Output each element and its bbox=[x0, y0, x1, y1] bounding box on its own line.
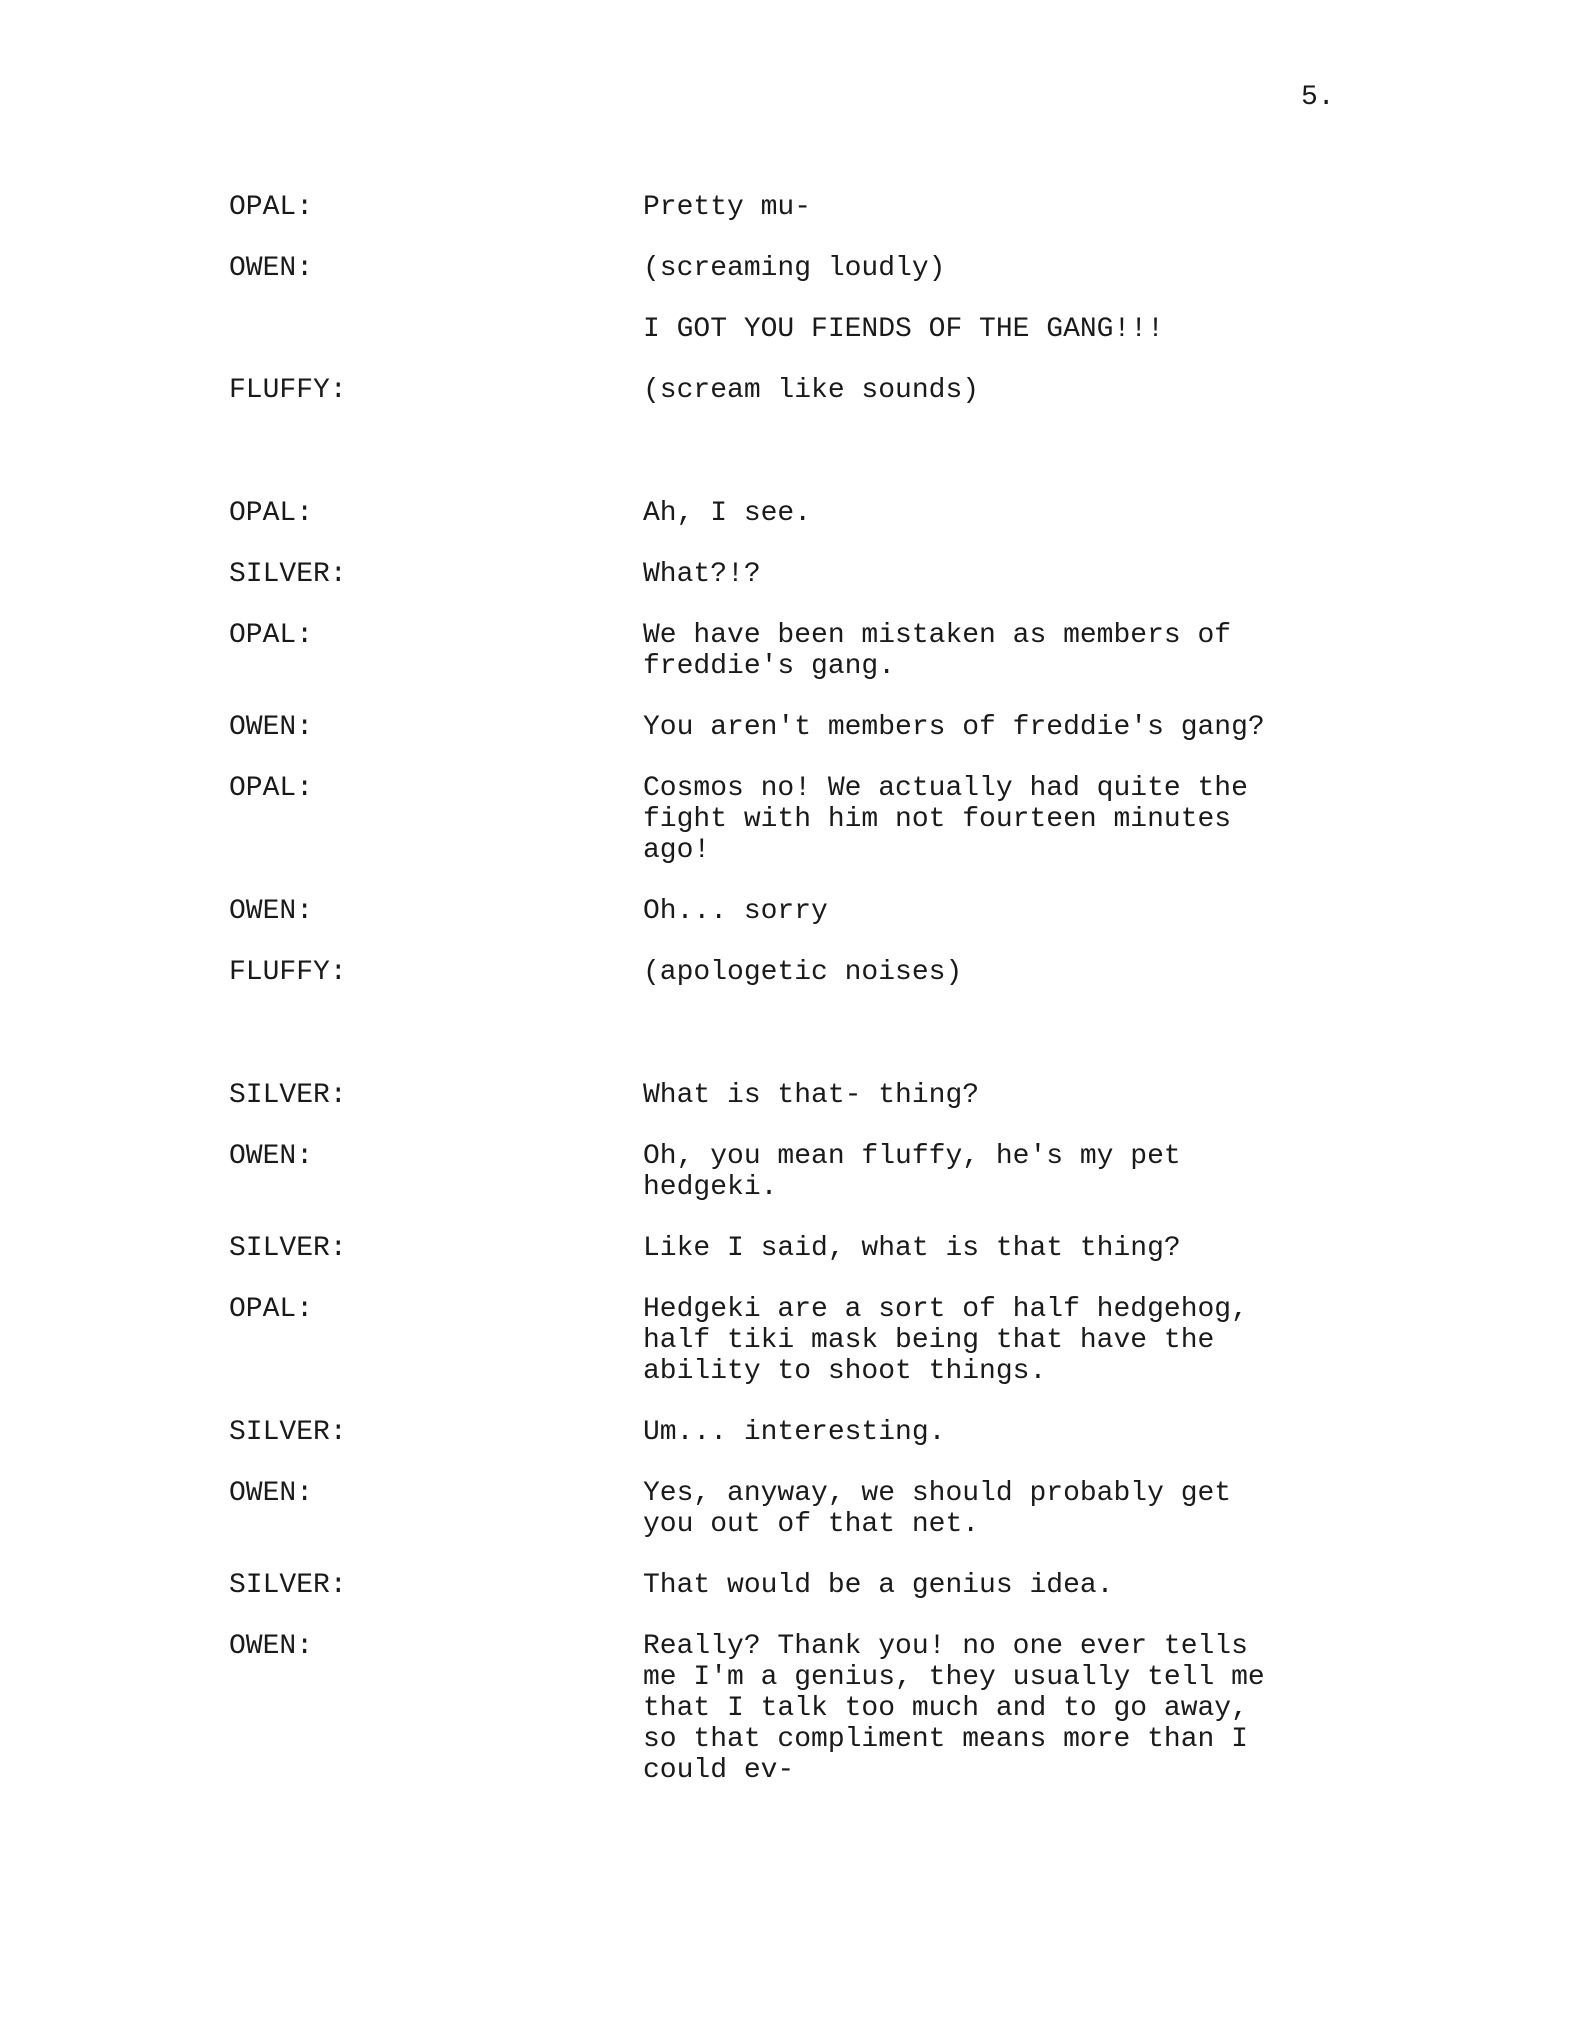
speaker-name: OWEN: bbox=[229, 1631, 314, 1662]
dialogue-text: (screaming loudly) bbox=[643, 253, 946, 284]
speaker-name: FLUFFY: bbox=[229, 957, 347, 988]
dialogue-text: I GOT YOU FIENDS OF THE GANG!!! bbox=[643, 314, 1164, 345]
dialogue-text: Like I said, what is that thing? bbox=[643, 1233, 1181, 1264]
dialogue-text: What is that- thing? bbox=[643, 1080, 980, 1111]
dialogue-text: Oh... sorry bbox=[643, 896, 828, 927]
speaker-name: SILVER: bbox=[229, 559, 347, 590]
dialogue-text: (apologetic noises) bbox=[643, 957, 963, 988]
dialogue-text: (scream like sounds) bbox=[643, 375, 980, 406]
dialogue-text: What?!? bbox=[643, 559, 761, 590]
speaker-name: OWEN: bbox=[229, 253, 314, 284]
dialogue-text: That would be a genius idea. bbox=[643, 1570, 1114, 1601]
speaker-name: OWEN: bbox=[229, 896, 314, 927]
speaker-name: OPAL: bbox=[229, 192, 314, 223]
dialogue-text: Ah, I see. bbox=[643, 498, 812, 529]
speaker-name: OPAL: bbox=[229, 498, 314, 529]
page-number: 5. bbox=[1301, 82, 1335, 113]
dialogue-text: Yes, anyway, we should probably get you out of that net. bbox=[643, 1478, 1232, 1540]
speaker-name: SILVER: bbox=[229, 1080, 347, 1111]
speaker-name: SILVER: bbox=[229, 1570, 347, 1601]
dialogue-text: Um... interesting. bbox=[643, 1417, 946, 1448]
speaker-name: OWEN: bbox=[229, 712, 314, 743]
speaker-name: SILVER: bbox=[229, 1417, 347, 1448]
speaker-name: OPAL: bbox=[229, 620, 314, 651]
speaker-name: OPAL: bbox=[229, 773, 314, 804]
speaker-name: OWEN: bbox=[229, 1141, 314, 1172]
dialogue-text: We have been mistaken as members of freddie's gang. bbox=[643, 620, 1232, 682]
speaker-name: OWEN: bbox=[229, 1478, 314, 1509]
dialogue-text: Really? Thank you! no one ever tells me I'm a genius, they usually tell me that I talk too much and to go away, so that compliment means more than I could ev- bbox=[643, 1631, 1265, 1786]
dialogue-text: Cosmos no! We actually had quite the fight with him not fourteen minutes ago! bbox=[643, 773, 1248, 866]
dialogue-text: You aren't members of freddie's gang? bbox=[643, 712, 1265, 743]
speaker-name: FLUFFY: bbox=[229, 375, 347, 406]
dialogue-text: Hedgeki are a sort of half hedgehog, half tiki mask being that have the ability to shoot things. bbox=[643, 1294, 1248, 1387]
speaker-name: OPAL: bbox=[229, 1294, 314, 1325]
dialogue-text: Pretty mu- bbox=[643, 192, 812, 223]
dialogue-text: Oh, you mean fluffy, he's my pet hedgeki. bbox=[643, 1141, 1181, 1203]
speaker-name: SILVER: bbox=[229, 1233, 347, 1264]
